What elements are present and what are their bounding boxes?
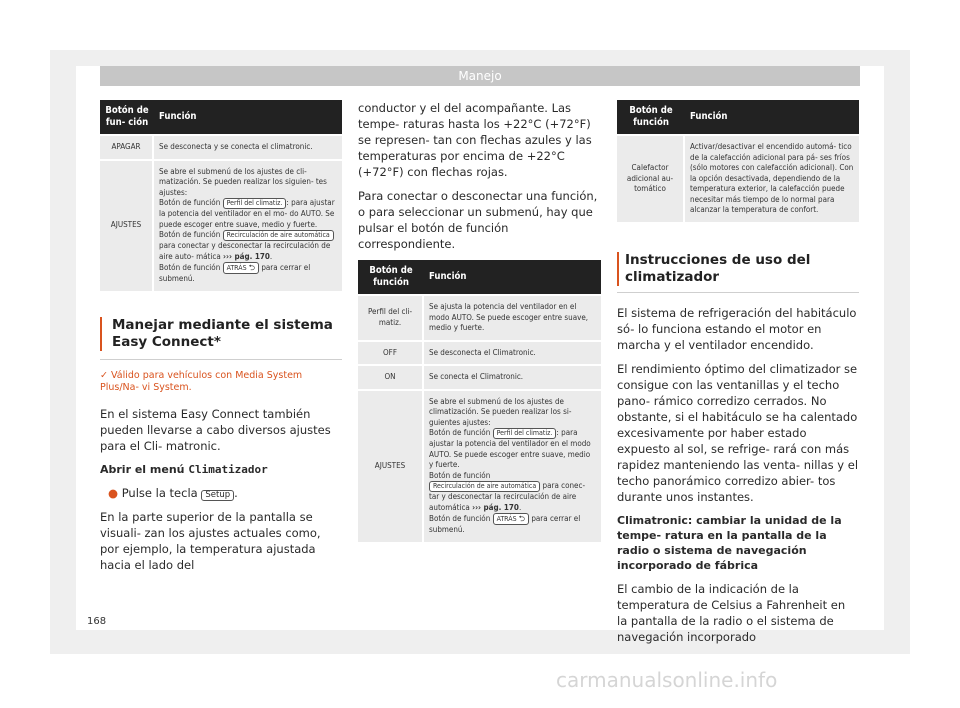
table-cell-desc: Se ajusta la potencia del ventilador en el modo AUTO. Se puede escoger entre suave, medio y fuerte.	[424, 294, 601, 340]
section-heading-instructions	[617, 252, 859, 286]
table-row	[617, 134, 859, 222]
paragraph: En el sistema Easy Connect también pueden llevarse a cabo diversos ajustes para el Cli- matronic.	[100, 406, 331, 453]
table-header-button: Botón de fun- ción	[100, 100, 154, 134]
desc-text: .	[269, 251, 273, 261]
table-header-function: Función	[154, 100, 342, 134]
desc-text: Se abre el submenú de los ajustes de climatización. Se pueden realizar los si- guientes ajustes:	[429, 396, 572, 427]
return-arrow-icon: ⮌	[518, 514, 526, 523]
table-cell-name: Perfil del cli- matiz.	[358, 294, 424, 340]
table-cell-name: AJUSTES	[100, 159, 154, 291]
desc-text: para cerrar el submenú.	[429, 514, 581, 534]
section-title: Instrucciones de uso del climatizador	[617, 252, 859, 286]
back-key: ATRÁS ⮌	[493, 513, 529, 525]
table-cell-desc	[154, 159, 342, 291]
right-column	[617, 100, 859, 653]
setup-key: Setup	[201, 490, 234, 501]
middle-column	[358, 100, 601, 542]
subheading: Climatronic: cambiar la unidad de la tempe- ratura en la pantalla de la radio o sistema de navegación incorporado de fábrica	[617, 513, 842, 572]
table-cell-name: ON	[358, 364, 424, 389]
left-body	[100, 406, 342, 573]
desc-text: .	[518, 502, 522, 512]
desc-text: para conectar y desconectar la recirculación de aire auto- mática	[159, 241, 331, 261]
section-title: Manejar mediante el sistema Easy Connect*	[100, 317, 342, 351]
table-cell-desc: Activar/desactivar el encendido automá- tico de la calefacción adicional para pá- ses fríos (sólo motores con calefacción adicional). Con la opción desactivada, dependiendo de la temperatura exterior, la calefacción puede necesitar más tiempo de lo normal para alcanzar la temperatura de confort.	[685, 134, 859, 222]
table-cell-name: AJUSTES	[358, 389, 424, 542]
function-table-right	[617, 100, 859, 222]
bullet-item: ● Pulse la tecla Setup .	[108, 485, 238, 500]
paragraph: El rendimiento óptimo del climatizador se consigue con las ventanillas y el techo pano- rámico corredizo cerrados. No obstante, si el habitáculo se ha calentado excesivamente por haber estado expuesto al sol, se refrige- rará con más rapidez manteniendo las venta- nillas y el techo panorámico corredizo abier- tos durante unos instantes.	[617, 361, 859, 504]
page-reference: ››› pág. 170	[472, 502, 519, 512]
desc-text: : para ajustar la potencia del ventilador en el mo- do AUTO. Se puede escoger entre suave, medio y fuerte.	[159, 198, 335, 229]
desc-text: Botón de función	[159, 198, 221, 207]
paragraph: Para conectar o desconectar una función, o para seleccionar un submenú, hay que pulsar el botón de función correspondiente.	[358, 189, 598, 251]
climate-profile-key: Perfil del climatiz.	[223, 198, 287, 209]
page-number: 168	[87, 616, 107, 627]
table-row	[358, 364, 601, 389]
section-heading-easy-connect	[100, 317, 342, 351]
right-body	[617, 305, 859, 645]
page-reference: ››› pág. 170	[223, 251, 270, 261]
climate-profile-key: Perfil del climatiz.	[493, 428, 557, 439]
table-row	[100, 159, 342, 291]
checkmark-icon: ✓	[100, 369, 108, 381]
table-cell-desc: Se desconecta el Climatronic.	[424, 340, 601, 365]
function-table-middle	[358, 260, 601, 542]
table-header-button: Botón de función	[358, 260, 424, 294]
desc-text: : para ajustar la potencia del ventilador en el modo AUTO. Se puede escoger entre suave, medio y fuerte.	[429, 428, 591, 469]
table-header-function: Función	[685, 100, 859, 134]
divider	[617, 292, 859, 293]
page-header: Manejo	[100, 66, 860, 86]
bullet-icon: ●	[108, 485, 119, 500]
return-arrow-icon: ⮌	[248, 263, 256, 272]
divider	[100, 359, 342, 360]
table-cell-name: APAGAR	[100, 134, 154, 159]
middle-body	[358, 100, 601, 252]
paragraph: El sistema de refrigeración del habitáculo só- lo funciona estando el motor en marcha y el ventilador encendido.	[617, 305, 857, 352]
validity-note: ✓ Válido para vehículos con Media System Plus/Na- vi System.	[100, 369, 303, 393]
desc-text: Botón de función	[429, 428, 491, 437]
recirculation-key: Recirculación de aire automática	[429, 481, 540, 492]
back-key: ATRÁS ⮌	[223, 262, 259, 274]
recirculation-key: Recirculación de aire automática	[223, 230, 334, 241]
paragraph: El cambio de la indicación de la temperatura de Celsius a Fahrenheit en la pantalla de la radio o el sistema de navegación incorporado	[617, 581, 846, 644]
table-cell-desc: Se conecta el Climatronic.	[424, 364, 601, 389]
desc-text: Botón de función	[429, 470, 491, 480]
desc-text: Se abre el submenú de los ajustes de cli- matización. Se pueden realizar los siguien- tes ajustes:	[159, 166, 327, 197]
desc-text: Botón de función	[159, 230, 221, 239]
desc-text: para cerrar el submenú.	[159, 263, 311, 283]
subheading: Abrir el menú Climatizador	[100, 462, 268, 476]
watermark: carmanualsonline.info	[556, 668, 778, 692]
table-header-button: Botón de función	[617, 100, 685, 134]
desc-text: para conec- tar y desconectar la recirculación de aire automática	[429, 481, 586, 512]
table-header-function: Función	[424, 260, 601, 294]
table-cell-name: OFF	[358, 340, 424, 365]
table-row	[358, 389, 601, 542]
table-row	[100, 134, 342, 159]
table-row	[358, 294, 601, 340]
paragraph: conductor y el del acompañante. Las tempe- raturas hasta los +22°C (+72°F) se represen- tan con flechas azules y las temperaturas por encima de +22°C (+72°F) con flechas rojas.	[358, 101, 592, 179]
table-cell-desc: Se desconecta y se conecta el climatronic.	[154, 134, 342, 159]
table-cell-name: Calefactor adicional au- tomático	[617, 134, 685, 222]
left-column	[100, 100, 342, 581]
function-table-left	[100, 100, 342, 291]
desc-text: Botón de función	[429, 514, 491, 523]
paragraph: En la parte superior de la pantalla se visuali- zan los ajustes actuales como, por ejemplo, la temperatura ajustada hacia el lado del	[100, 509, 321, 572]
table-cell-desc	[424, 389, 601, 542]
desc-text: Botón de función	[159, 263, 221, 272]
table-row	[358, 340, 601, 365]
